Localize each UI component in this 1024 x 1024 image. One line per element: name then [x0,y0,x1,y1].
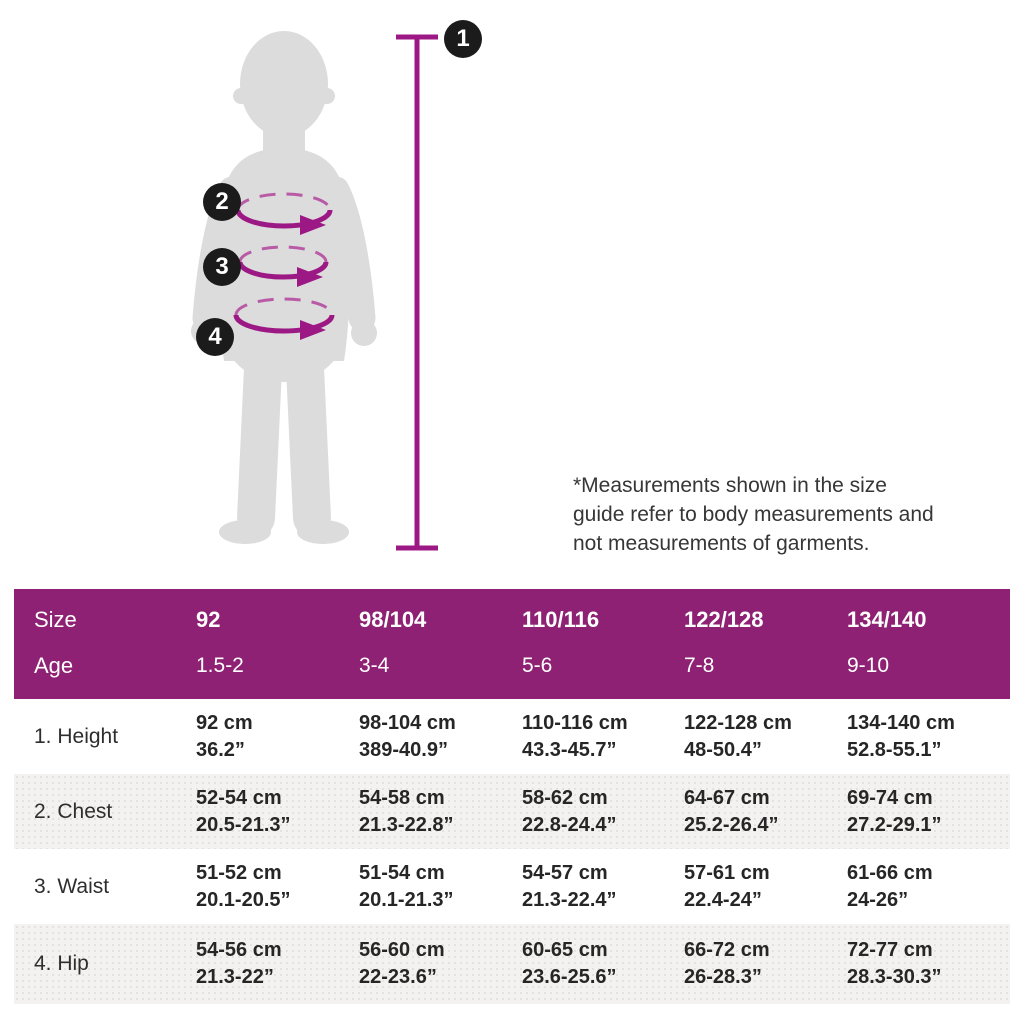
size-col-2: 110/116 [522,607,600,632]
row-label-hip: 4. Hip [34,952,89,975]
marker-2-number: 2 [215,188,229,215]
age-col-1: 3-4 [359,654,390,677]
height-cell-0: 92 cm 36.2” [196,711,253,761]
chest-cell-4: 69-74 cm 27.2-29.1” [847,786,942,836]
age-col-2: 5-6 [522,654,553,677]
marker-2-chest-badge [203,183,241,221]
waist-cell-3: 57-61 cm 22.4-24” [684,861,770,911]
hip-cell-1: 56-60 cm 22-23.6” [359,939,445,988]
hip-cell-4: 72-77 cm 28.3-30.3” [847,939,942,988]
size-label: Size [34,607,77,632]
age-col-4: 9-10 [847,654,890,677]
table-row-chest [14,774,1010,849]
marker-4-hip-badge [196,318,234,356]
marker-3-waist-badge [203,248,241,286]
size-col-1: 98/104 [359,607,427,632]
chest-cell-2: 58-62 cm 22.8-24.4” [522,786,617,836]
child-silhouette [191,31,377,544]
chest-cell-1: 54-58 cm 21.3-22.8” [359,786,454,836]
hip-cell-2: 60-65 cm 23.6-25.6” [522,939,617,988]
height-measure-line [396,37,438,548]
measurement-disclaimer-note: *Measurements shown in the size guide refer to body measurements and not measurements of garments. [573,474,934,555]
hip-cell-3: 66-72 cm 26-28.3” [684,939,770,988]
waist-cell-0: 51-52 cm 20.1-20.5” [196,861,291,911]
hip-cell-0: 54-56 cm 21.3-22” [196,939,282,988]
marker-1-height-badge [444,20,482,58]
size-col-4: 134/140 [847,607,927,632]
height-cell-4: 134-140 cm 52.8-55.1” [847,711,955,761]
age-label: Age [34,653,74,678]
size-table-body [14,699,1010,1004]
size-col-3: 122/128 [684,607,764,632]
size-table [14,589,1010,1004]
marker-4-number: 4 [208,323,222,350]
age-header-row [14,643,1010,689]
age-col-0: 1.5-2 [196,654,244,677]
chest-cell-3: 64-67 cm 25.2-26.4” [684,786,779,836]
row-label-chest: 2. Chest [34,799,113,823]
height-cell-2: 110-116 cm 43.3-45.7” [522,711,628,761]
table-row-height [14,699,1010,774]
marker-1-number: 1 [456,25,470,52]
row-label-waist: 3. Waist [34,874,110,898]
height-cell-3: 122-128 cm 48-50.4” [684,711,792,761]
table-row-hip [14,924,1010,1004]
height-cell-1: 98-104 cm 389-40.9” [359,711,456,761]
size-col-0: 92 [196,607,221,632]
chest-cell-0: 52-54 cm 20.5-21.3” [196,786,291,836]
waist-cell-1: 51-54 cm 20.1-21.3” [359,861,454,911]
waist-cell-4: 61-66 cm 24-26” [847,861,933,911]
row-label-height: 1. Height [34,724,119,748]
waist-cell-2: 54-57 cm 21.3-22.4” [522,861,617,911]
size-table-header [14,589,1010,699]
marker-3-number: 3 [215,253,229,280]
table-row-waist [14,849,1010,924]
size-header-row [14,597,1010,643]
age-col-3: 7-8 [684,654,715,677]
